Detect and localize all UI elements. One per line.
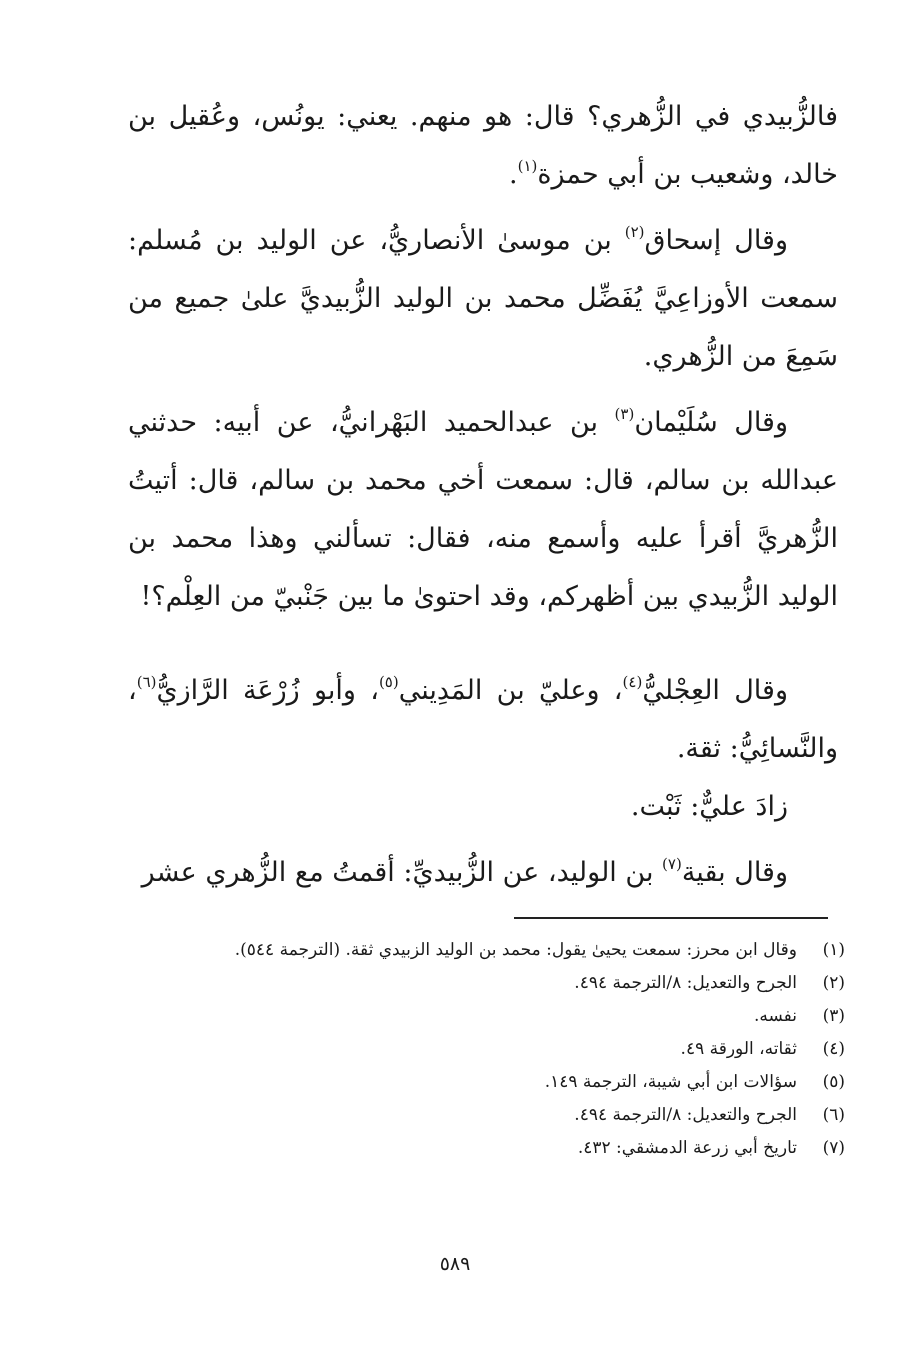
footnote-number: (٢): [822, 973, 845, 993]
footnote: [125, 1066, 845, 1099]
paragraph-4: [128, 662, 838, 778]
footnote-marker-3: (٣): [614, 405, 635, 423]
footnotes-list: [125, 934, 845, 1165]
footnote-divider: [514, 917, 828, 919]
paragraph-1-text: فالزُّبيدي في الزُّهري؟ قال: هو منهم. يعني: يونُس، وعُقيل بن خالد، وشعيب بن أبي حمزة: [128, 101, 838, 190]
main-text: [128, 88, 838, 902]
paragraph-3: [128, 394, 838, 626]
paragraph-5-text: زادَ عليٌّ: ثَبْت.: [630, 791, 788, 822]
footnote-marker-6: (٦): [136, 673, 157, 691]
paragraph-4-text-3: ، والنَّسائِيُّ: ثقة.: [128, 675, 838, 764]
footnote-number: (١): [822, 940, 845, 960]
paragraph-4-lead: وقال العِجْليُّ: [642, 675, 788, 706]
footnote-text: وقال ابن محرز: سمعت يحيىٰ يقول: محمد بن الوليد الزبيدي ثقة. (الترجمة ٥٤٤).: [234, 940, 797, 960]
paragraph-3-lead: وقال سُلَيْمان: [634, 407, 789, 438]
paragraph-1-end: .: [508, 159, 518, 190]
footnote-marker-4: (٤): [622, 673, 643, 691]
footnote-text: الجرح والتعديل: ٨/الترجمة ٤٩٤.: [574, 1105, 797, 1125]
paragraph-6-lead: وقال بقية: [681, 857, 788, 888]
paragraph-4-text-1: ، وعليّ بن المَدِيني: [398, 675, 623, 706]
paragraph-2: [128, 212, 838, 386]
footnote-marker-5: (٥): [378, 673, 399, 691]
paragraph-2-text: بن موسىٰ الأنصاريُّ، عن الوليد بن مُسلم: سمعت الأوزاعِيَّ يُفَضِّل محمد بن الوليد الزُّبيديَّ علىٰ جميع من سَمِعَ من الزُّهري.: [128, 225, 838, 372]
footnote-text: سؤالات ابن أبي شيبة، الترجمة ١٤٩.: [544, 1072, 797, 1092]
paragraph-6: [128, 844, 838, 902]
footnote: [125, 1033, 845, 1066]
footnote-marker-7: (٧): [662, 855, 682, 873]
paragraph-4-text-2: ، وأبو زُرْعَة الرَّازيُّ: [156, 675, 379, 706]
footnote: [125, 1099, 845, 1132]
footnote-text: ثقاته، الورقة ٤٩.: [680, 1039, 797, 1059]
footnote-marker-1: (١): [517, 157, 538, 175]
footnote-marker-2: (٢): [624, 223, 645, 241]
footnote-number: (٣): [822, 1006, 845, 1026]
footnote-number: (٤): [822, 1039, 845, 1059]
footnote: [125, 934, 845, 967]
footnote-number: (٦): [822, 1105, 845, 1125]
footnote: [125, 967, 845, 1000]
footnote-number: (٥): [822, 1072, 845, 1092]
footnote-number: (٧): [822, 1138, 845, 1158]
footnote-text: تاريخ أبي زرعة الدمشقي: ٤٣٢.: [577, 1138, 797, 1158]
paragraph-2-lead: وقال إسحاق: [644, 225, 788, 256]
footnote-text: الجرح والتعديل: ٨/الترجمة ٤٩٤.: [574, 973, 797, 993]
footnote: [125, 1132, 845, 1165]
page-number: ٥٨٩: [439, 1253, 471, 1275]
paragraph-1: [128, 88, 838, 204]
footnote-text: نفسه.: [753, 1006, 797, 1026]
paragraph-6-text: بن الوليد، عن الزُّبيديِّ: أقمتُ مع الزُّهري عشر: [141, 857, 663, 888]
paragraph-3-text: بن عبدالحميد البَهْرانيُّ، عن أبيه: حدثني عبدالله بن سالم، قال: سمعت أخي محمد بن سالم، قال: أتيتُ الزُّهريَّ أقرأ عليه وأسمع منه، فقال: تسألني وهذا محمد بن الوليد الزُّبيدي بين أظهركم، وقد احتوىٰ ما بين جَنْبيّ من العِلْم؟!: [128, 407, 838, 612]
paragraph-5: [128, 778, 838, 836]
footnote: [125, 1000, 845, 1033]
